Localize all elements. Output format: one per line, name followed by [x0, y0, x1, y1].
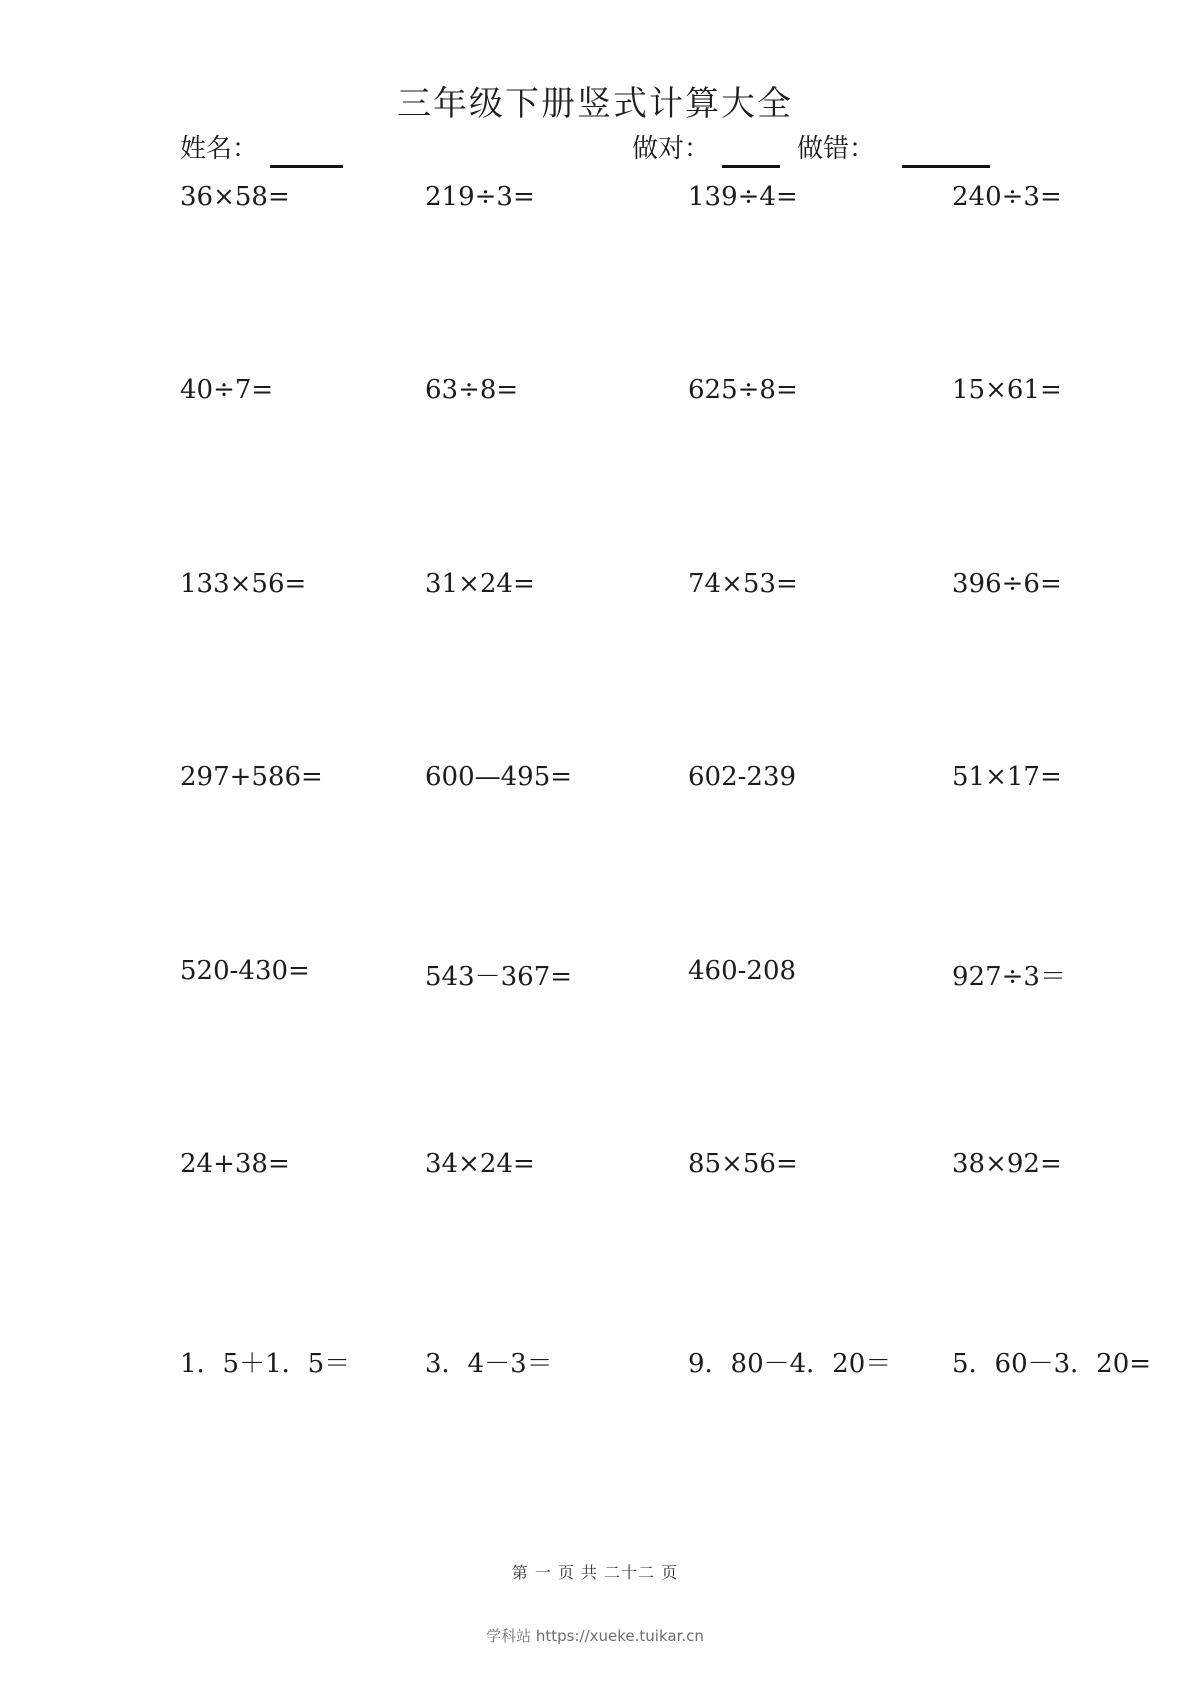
problem: 927÷3＝ [952, 962, 1066, 992]
problem: 1．5＋1．5＝ [180, 1349, 351, 1379]
problem: 520-430= [180, 956, 310, 986]
problem: 602-239 [688, 762, 797, 792]
problem: 9．80－4．20＝ [688, 1349, 892, 1379]
problem: 3．4－3＝ [425, 1349, 553, 1379]
problem-row-2 [0, 375, 1190, 415]
page-number-footer: 第 一 页 共 二十二 页 [511, 1563, 679, 1582]
problem: 51×17= [952, 762, 1062, 792]
site-watermark: 学科站 https://xueke.tuikar.cn [486, 1627, 704, 1645]
problem-row-5 [0, 956, 1190, 996]
correct-count-label: 做对： [632, 134, 711, 164]
problem: 34×24= [425, 1149, 535, 1179]
problem: 15×61= [952, 375, 1062, 405]
problem: 139÷4= [688, 182, 798, 212]
problem-row-3 [0, 569, 1190, 609]
problem-row-6 [0, 1149, 1190, 1189]
problem-row-7 [0, 1343, 1190, 1383]
problem: 297+586= [180, 762, 323, 792]
problem: 24+38= [180, 1149, 290, 1179]
problem: 74×53= [688, 569, 798, 599]
problem: 625÷8= [688, 375, 798, 405]
problem: 543－367= [425, 962, 573, 992]
problem: 85×56= [688, 1149, 798, 1179]
problem: 133×56= [180, 569, 307, 599]
problem: 63÷8= [425, 375, 519, 405]
problem-row-1 [0, 182, 1190, 222]
problem: 396÷6= [952, 569, 1062, 599]
wrong-count-label: 做错： [797, 134, 876, 164]
name-label: 姓名： [180, 134, 259, 164]
problem: 600—495= [425, 762, 573, 792]
problem: 40÷7= [180, 375, 274, 405]
page-title: 三年级下册竖式计算大全 [397, 84, 793, 124]
problem: 38×92= [952, 1149, 1062, 1179]
problem: 240÷3= [952, 182, 1062, 212]
problem: 5．60－3．20= [952, 1349, 1152, 1379]
problem: 31×24= [425, 569, 535, 599]
problem-row-4 [0, 762, 1190, 802]
problem: 36×58= [180, 182, 290, 212]
problem: 460-208 [688, 956, 797, 986]
problem: 219÷3= [425, 182, 535, 212]
